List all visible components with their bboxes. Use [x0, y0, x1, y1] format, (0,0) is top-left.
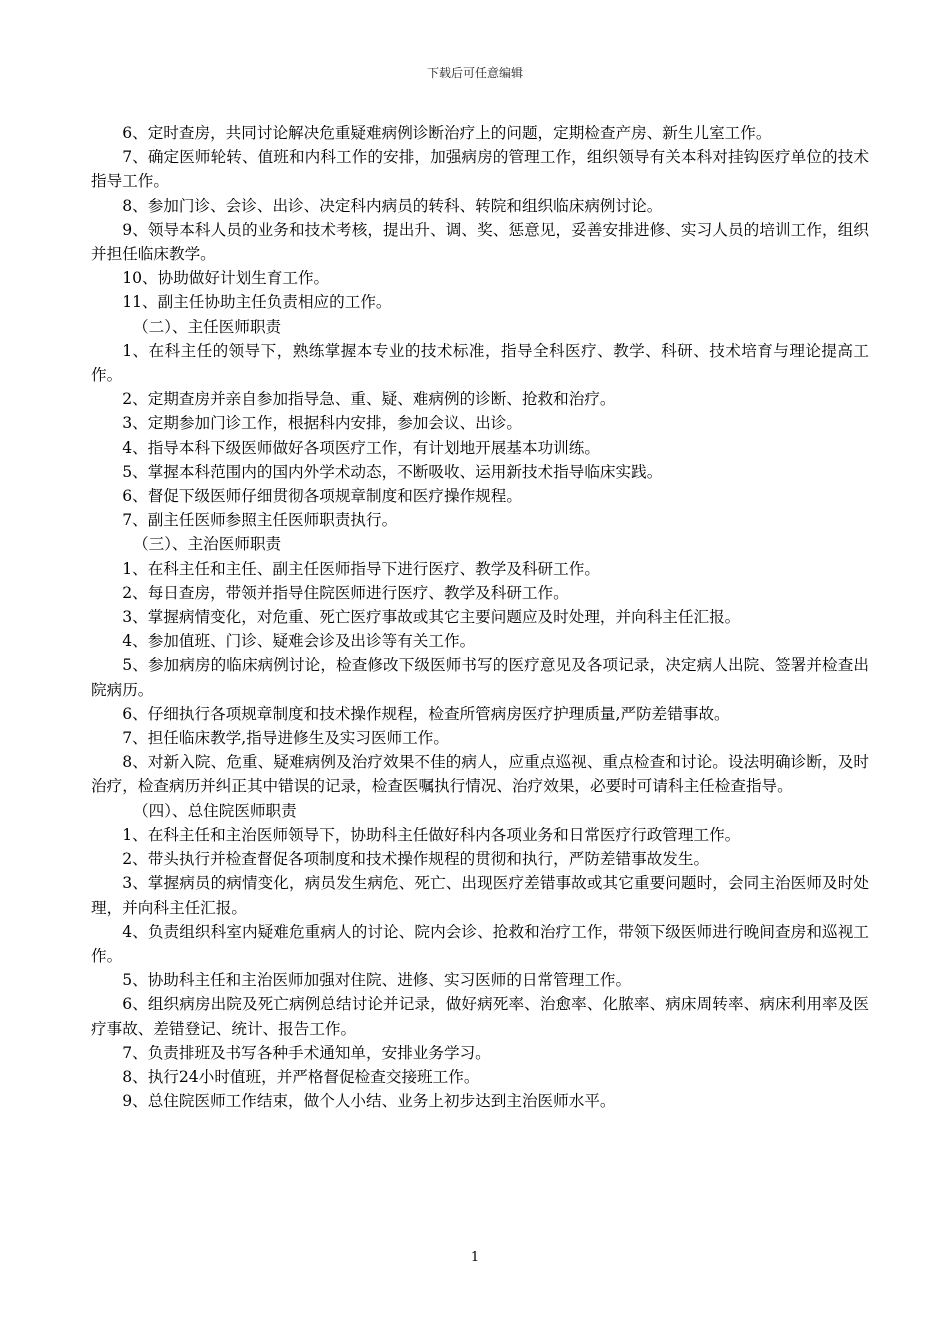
paragraph: 2、每日查房，带领并指导住院医师进行医疗、教学及科研工作。 [122, 583, 569, 602]
paragraph: 5、掌握本科范围内的国内外学术动态，不断吸收、运用新技术指导临床实践。 [122, 462, 663, 481]
paragraph: 10、协助做好计划生育工作。 [122, 269, 330, 288]
paragraph: 1、在科主任和主任、副主任医师指导下进行医疗、教学及科研工作。 [122, 559, 600, 578]
paragraph: 2、定期查房并亲自参加指导急、重、疑、难病例的诊断、抢救和治疗。 [122, 390, 616, 409]
paragraph: 2、带头执行并检查督促各项制度和技术操作规程的贯彻和执行，严防差错事故发生。 [122, 850, 710, 869]
paragraph: 7、担任临床教学,指导进修生及实习医师工作。 [122, 729, 449, 748]
paragraph: 7、确定医师轮转、值班和内科工作的安排，加强病房的管理工作，组织领导有关本科对挂钩医疗单位的技术指导工作。 [91, 148, 869, 191]
paragraph: 6、定时查房，共同讨论解决危重疑难病例诊断治疗上的问题，定期检查产房、新生儿室工作。 [122, 124, 772, 142]
section-heading: （二）、主任医师职责 [133, 317, 282, 336]
paragraph: 8、对新入院、危重、疑难病例及治疗效果不佳的病人，应重点巡视、重点检查和讨论。设法明确诊断，及时治疗，检查病历并纠正其中错误的记录，检查医嘱执行情况、治疗效果，必要时可请科主任检查指导。 [91, 753, 869, 796]
paragraph: 9、领导本科人员的业务和技术考核，提出升、调、奖、惩意见，妥善安排进修、实习人员的培训工作，组织并担任临床教学。 [91, 220, 869, 264]
paragraph: 3、定期参加门诊工作，根据科内安排，参加会议、出诊。 [122, 414, 522, 433]
paragraph: 5、协助科主任和主治医师加强对住院、进修、实习医师的日常管理工作。 [122, 971, 632, 990]
paragraph: 5、参加病房的临床病例讨论，检查修改下级医师书写的医疗意见及各项记录，决定病人出院、签署并检查出院病历。 [91, 656, 869, 699]
paragraph: 3、掌握病情变化，对危重、死亡医疗事故或其它主要问题应及时处理，并向科主任汇报。 [122, 608, 741, 627]
page-number: 1 [470, 1250, 480, 1265]
paragraph: 6、督促下级医师仔细贯彻各项规章制度和医疗操作规程。 [122, 487, 522, 506]
paragraph: 7、副主任医师参照主任医师职责执行。 [122, 511, 398, 530]
paragraph: 1、在科主任的领导下，熟练掌握本专业的技术标准，指导全科医疗、教学、科研、技术培育与理论提高工作。 [91, 341, 869, 385]
section-heading: （四）、总住院医师职责 [133, 801, 297, 820]
paragraph: 1、在科主任和主治医师领导下，协助科主任做好科内各项业务和日常医疗行政管理工作。 [122, 825, 741, 844]
paragraph: 8、参加门诊、会诊、出诊、决定科内病员的转科、转院和组织临床病例讨论。 [122, 196, 663, 215]
paragraph: 4、指导本科下级医师做好各项医疗工作，有计划地开展基本功训练。 [122, 438, 600, 457]
paragraph: 8、执行24小时值班，并严格督促检查交接班工作。 [122, 1067, 480, 1086]
page-header: 下载后可任意编辑 [426, 66, 523, 80]
paragraph: 3、掌握病员的病情变化，病员发生病危、死亡、出现医疗差错事故或其它重要问题时，会同主治医师及时处理，并向科主任汇报。 [91, 874, 869, 917]
paragraph: 11、副主任协助主任负责相应的工作。 [122, 293, 392, 312]
paragraph: 4、参加值班、门诊、疑难会诊及出诊等有关工作。 [122, 632, 476, 651]
paragraph: 6、组织病房出院及死亡病例总结讨论并记录，做好病死率、治愈率、化脓率、病床周转率、病床利用率及医疗事故、差错登记、统计、报告工作。 [91, 995, 869, 1038]
paragraph: 4、负责组织科室内疑难危重病人的讨论、院内会诊、抢救和治疗工作，带领下级医师进行晚间查房和巡视工作。 [91, 922, 869, 965]
paragraph: 9、总住院医师工作结束，做个人小结、业务上初步达到主治医师水平。 [122, 1092, 616, 1111]
paragraph: 6、仔细执行各项规章制度和技术操作规程，检查所管病房医疗护理质量,严防差错事故。 [122, 704, 730, 723]
section-heading: （三）、主治医师职责 [133, 535, 282, 554]
document-body [91, 121, 869, 1113]
paragraph: 7、负责排班及书写各种手术通知单，安排业务学习。 [122, 1043, 491, 1062]
